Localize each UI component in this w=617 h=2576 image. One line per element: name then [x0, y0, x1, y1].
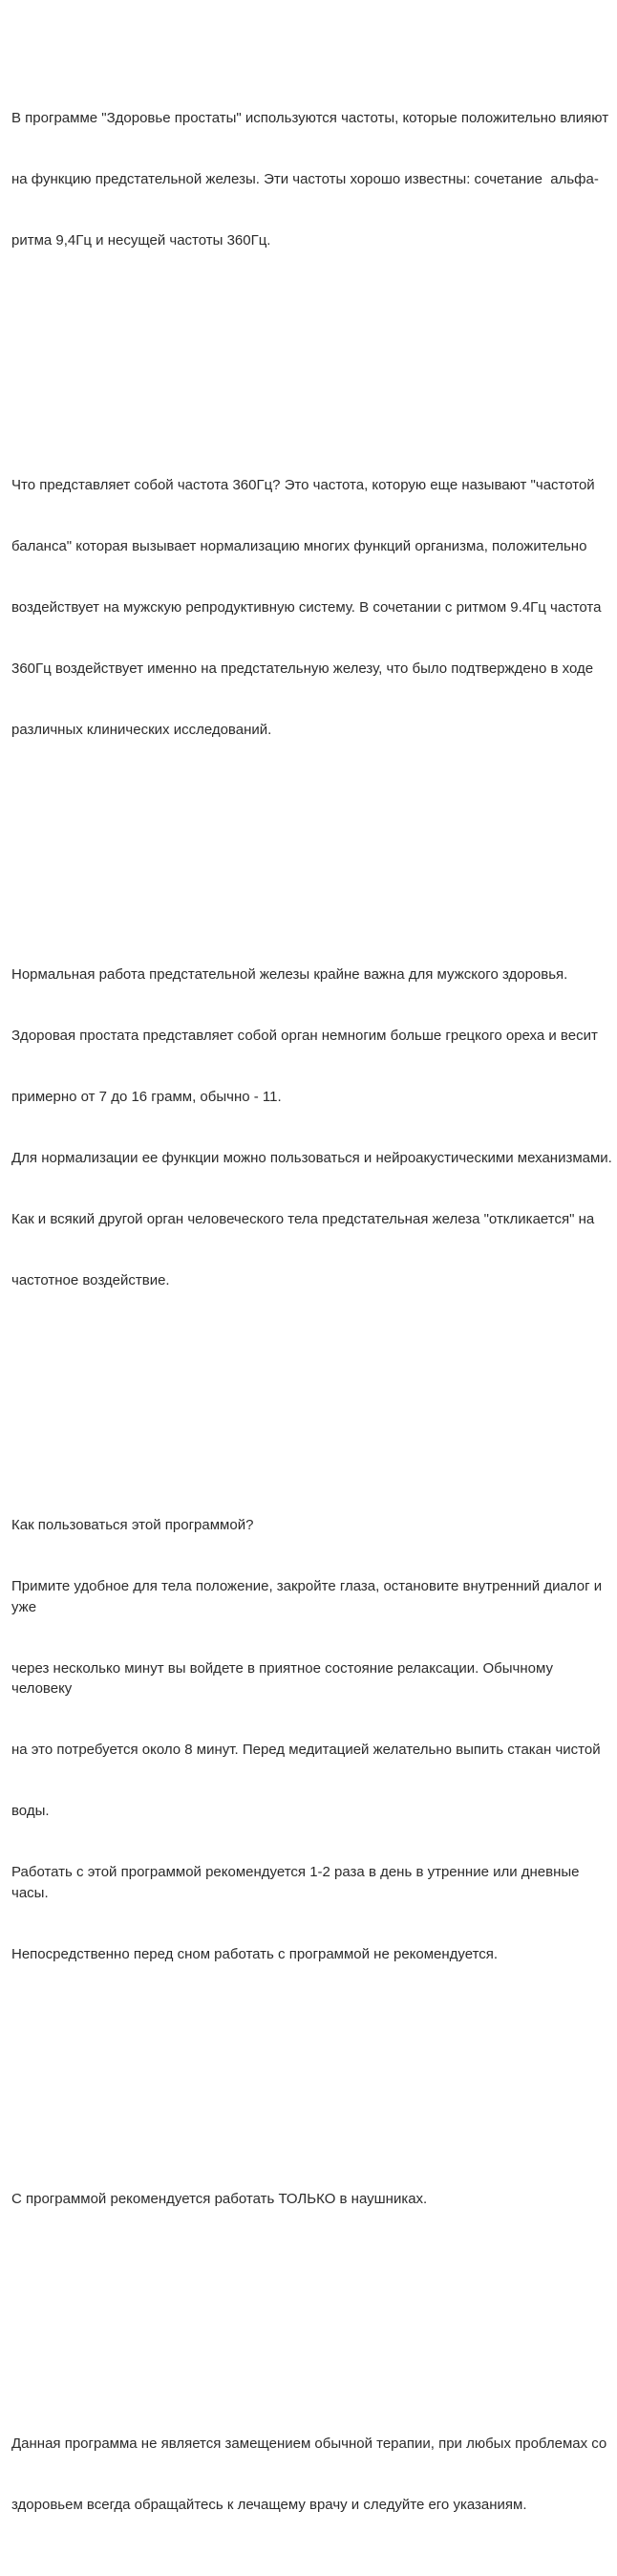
text-line: Что представляет собой частота 360Гц? Это частота, которую еще называют "частотой [11, 476, 595, 493]
text-line: на это потребуется около 8 минут. Перед медитацией желательно выпить стакан чистой [11, 1742, 601, 1759]
text-line: Нормальная работа предстательной железы крайне важна для мужского здоровья. [11, 966, 568, 984]
text-line: здоровьем всегда обращайтесь к лечащему врачу и следуйте его указаниям. [11, 2496, 527, 2513]
paragraph-spacer [11, 1373, 613, 1393]
paragraph-360hz-frequency [11, 434, 613, 781]
text-line: ритма 9,4Гц и несущей частоты 360Гц. [11, 231, 271, 249]
paragraph-normal-function [11, 923, 613, 1331]
text-line: Данная программа не является замещением обычной терапии, при любых проблемах со [11, 2435, 607, 2452]
text-line: воды. [11, 1803, 50, 1820]
text-line: Примите удобное для тела положение, закройте глаза, остановите внутренний диалог и уже [11, 1578, 606, 1615]
text-line: 360Гц воздействует именно на предстательную железу, что было подтверждено в ходе [11, 660, 594, 677]
text-line: различных клинических исследований. [11, 722, 272, 739]
paragraph-headphones-note [11, 2148, 613, 2250]
text-line: через несколько минут вы войдете в приятное состояние релаксации. Обычному человеку [11, 1659, 558, 1698]
paragraph-disclaimer [11, 2392, 613, 2556]
paragraph-spacer [11, 2291, 613, 2311]
text-line: баланса" которая вызывает нормализацию многих функций организма, положительно [11, 537, 587, 554]
text-line: Непосредственно перед сном работать с программой не рекомендуется. [11, 1945, 499, 1962]
paragraph-spacer [11, 333, 613, 353]
text-line: частотное воздействие. [11, 1272, 170, 1289]
text-line: примерно от 7 до 16 грамм, обычно - 11. [11, 1089, 282, 1106]
text-line: на функцию предстательной железы. Эти частоты хорошо известны: сочетание альфа- [11, 170, 599, 187]
text-line: Работать с этой программой рекомендуется 1-2 раза в день в утренние или дневные часы. [11, 1864, 584, 1901]
text-line: С программой рекомендуется работать ТОЛЬКО в наушниках. [11, 2190, 428, 2207]
text-line: В программе "Здоровье простаты" используются частоты, которые положительно влияют [11, 109, 609, 126]
text-line: Здоровая простата представляет собой орган немногим больше грецкого ореха и весит [11, 1028, 598, 1045]
paragraph-how-to-use [11, 1475, 613, 2005]
document-body [11, 6, 613, 2576]
text-line: воздействует на мужскую репродуктивную систему. В сочетании с ритмом 9.4Гц частота [11, 598, 602, 616]
text-line: Как и всякий другой орган человеческого тела предстательная железа "откликается" на [11, 1211, 595, 1228]
paragraph-spacer [11, 2046, 613, 2066]
paragraph-spacer [11, 822, 613, 842]
text-line: Для нормализации ее функции можно пользоваться и нейроакустическими механизмами. [11, 1150, 612, 1167]
text-line: Как пользоваться этой программой? [11, 1517, 254, 1534]
paragraph-prostate-program [11, 67, 613, 292]
